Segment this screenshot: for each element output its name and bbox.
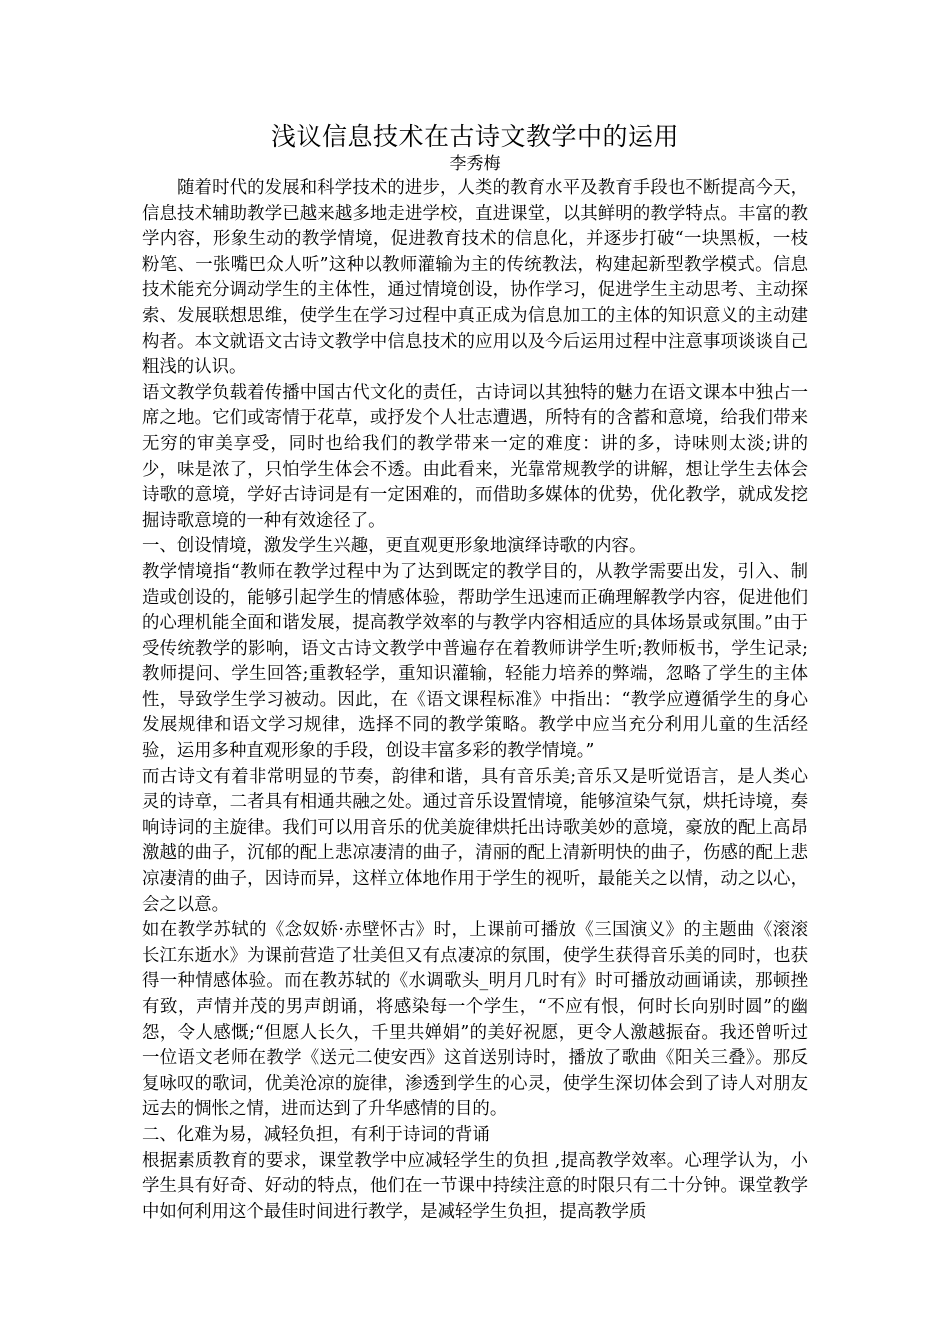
paragraph-examples: 如在教学苏轼的《念奴娇·赤壁怀古》时，上课前可播放《三国演义》的主题曲《滚滚长江东逝水》为课前营造了壮美但又有点凄凉的氛围，使学生获得音乐美的同时，也获得一种情感体验。而在教苏轼的《水调歌头_明月几时有》时可播放动画诵读，那顿挫有致，声情并茂的男声朗诵，将感染每一个学生，“不应有恨，何时长向别时圆”的幽怨，令人感慨;“但愿人长久，千里共婵娟”的美好祝愿，更令人激越振奋。我还曾听过一位语文老师在教学《送元二使安西》这首送别诗时，播放了歌曲《阳关三叠》。那反复咏叹的歌词，优美沧凉的旋律，渗透到学生的心灵，使学生深切体会到了诗人对朋友远去的惆怅之情，进而达到了升华感情的目的。 [142,920,808,1120]
paragraph-background: 语文教学负载着传播中国古代文化的责任，古诗词以其独特的魅力在语文课本中独占一席之地。它们或寄情于花草，或抒发个人壮志遭遇，所特有的含蓄和意境，给我们带来无穷的审美享受，同时也给我们的教学带来一定的难度：讲的多，诗味则太淡;讲的少，味是浓了，只怕学生体会不透。由此看来，光靠常规教学的讲解，想让学生去体会诗歌的意境，学好古诗词是有一定困难的，而借助多媒体的优势，优化教学，就成发挖掘诗歌意境的一种有效途径了。 [142,382,808,531]
document-title: 浅议信息技术在古诗文教学中的运用 [270,122,679,151]
paragraph-burden: 根据素质教育的要求，课堂教学中应减轻学生的负担 ,提高教学效率。心理学认为，小学生具有好奇、好动的特点，他们在一节课中持续注意的时限只有二十分钟。课堂教学中如何利用这个最佳时间进行教学，是减轻学生负担，提高教学质 [142,1150,808,1222]
section-heading-2: 二、化难为易，减轻负担，有利于诗词的背诵 [142,1124,490,1145]
section-heading-1: 一、创设情境，激发学生兴趣，更直观更形象地演绎诗歌的内容。 [142,536,647,557]
document-page [142,122,808,1225]
author-name: 李秀梅 [449,154,501,174]
paragraph-music: 而古诗文有着非常明显的节奏，韵律和谐，具有音乐美;音乐又是听觉语言，是人类心灵的诗章，二者具有相通共融之处。通过音乐设置情境，能够渲染气氛，烘托诗境，奏响诗词的主旋律。我们可以用音乐的优美旋律烘托出诗歌美妙的意境，豪放的配上高昂激越的曲子，沉郁的配上悲凉凄清的曲子，清丽的配上清新明快的曲子，伤感的配上悲凉凄清的曲子，因诗而异，这样立体地作用于学生的视听，最能关之以情，动之以心，会之以意。 [142,766,808,915]
paragraph-teaching-context: 教学情境指“教师在教学过程中为了达到既定的教学目的，从教学需要出发，引入、制造或创设的，能够引起学生的情感体验，帮助学生迅速而正确理解教学内容，促进他们的心理机能全面和谐发展，提高教学效率的与教学内容相适应的具体场景或氛围。”由于受传统教学的影响，语文古诗文教学中普遍存在着教师讲学生听;教师板书，学生记录;教师提问、学生回答;重教轻学，重知识灌输，轻能力培养的弊端，忽略了学生的主体性，导致学生学习被动。因此，在《语文课程标准》中指出：“教学应遵循学生的身心发展规律和语文学习规律，选择不同的教学策略。教学中应当充分利用儿童的生活经验，运用多种直观形象的手段，创设丰富多彩的教学情境。” [142,561,808,762]
paragraph-intro: 随着时代的发展和科学技术的进步，人类的教育水平及教育手段也不断提高今天，信息技术辅助教学已越来越多地走进学校，直进课堂，以其鲜明的教学特点。丰富的教学内容，形象生动的教学情境，促进教育技术的信息化，并逐步打破“一块黑板，一枝粉笔、一张嘴巴众人听”这种以教师灌输为主的传统教法，构建起新型教学模式。信息技术能充分调动学生的主体性，通过情境创设，协作学习，促进学生主动思考、主动探索、发展联想思维，使学生在学习过程中真正成为信息加工的主体的知识意义的主动建构者。本文就语文古诗文教学中信息技术的应用以及今后运用过程中注意事项谈谈自己粗浅的认识。 [142,178,808,378]
